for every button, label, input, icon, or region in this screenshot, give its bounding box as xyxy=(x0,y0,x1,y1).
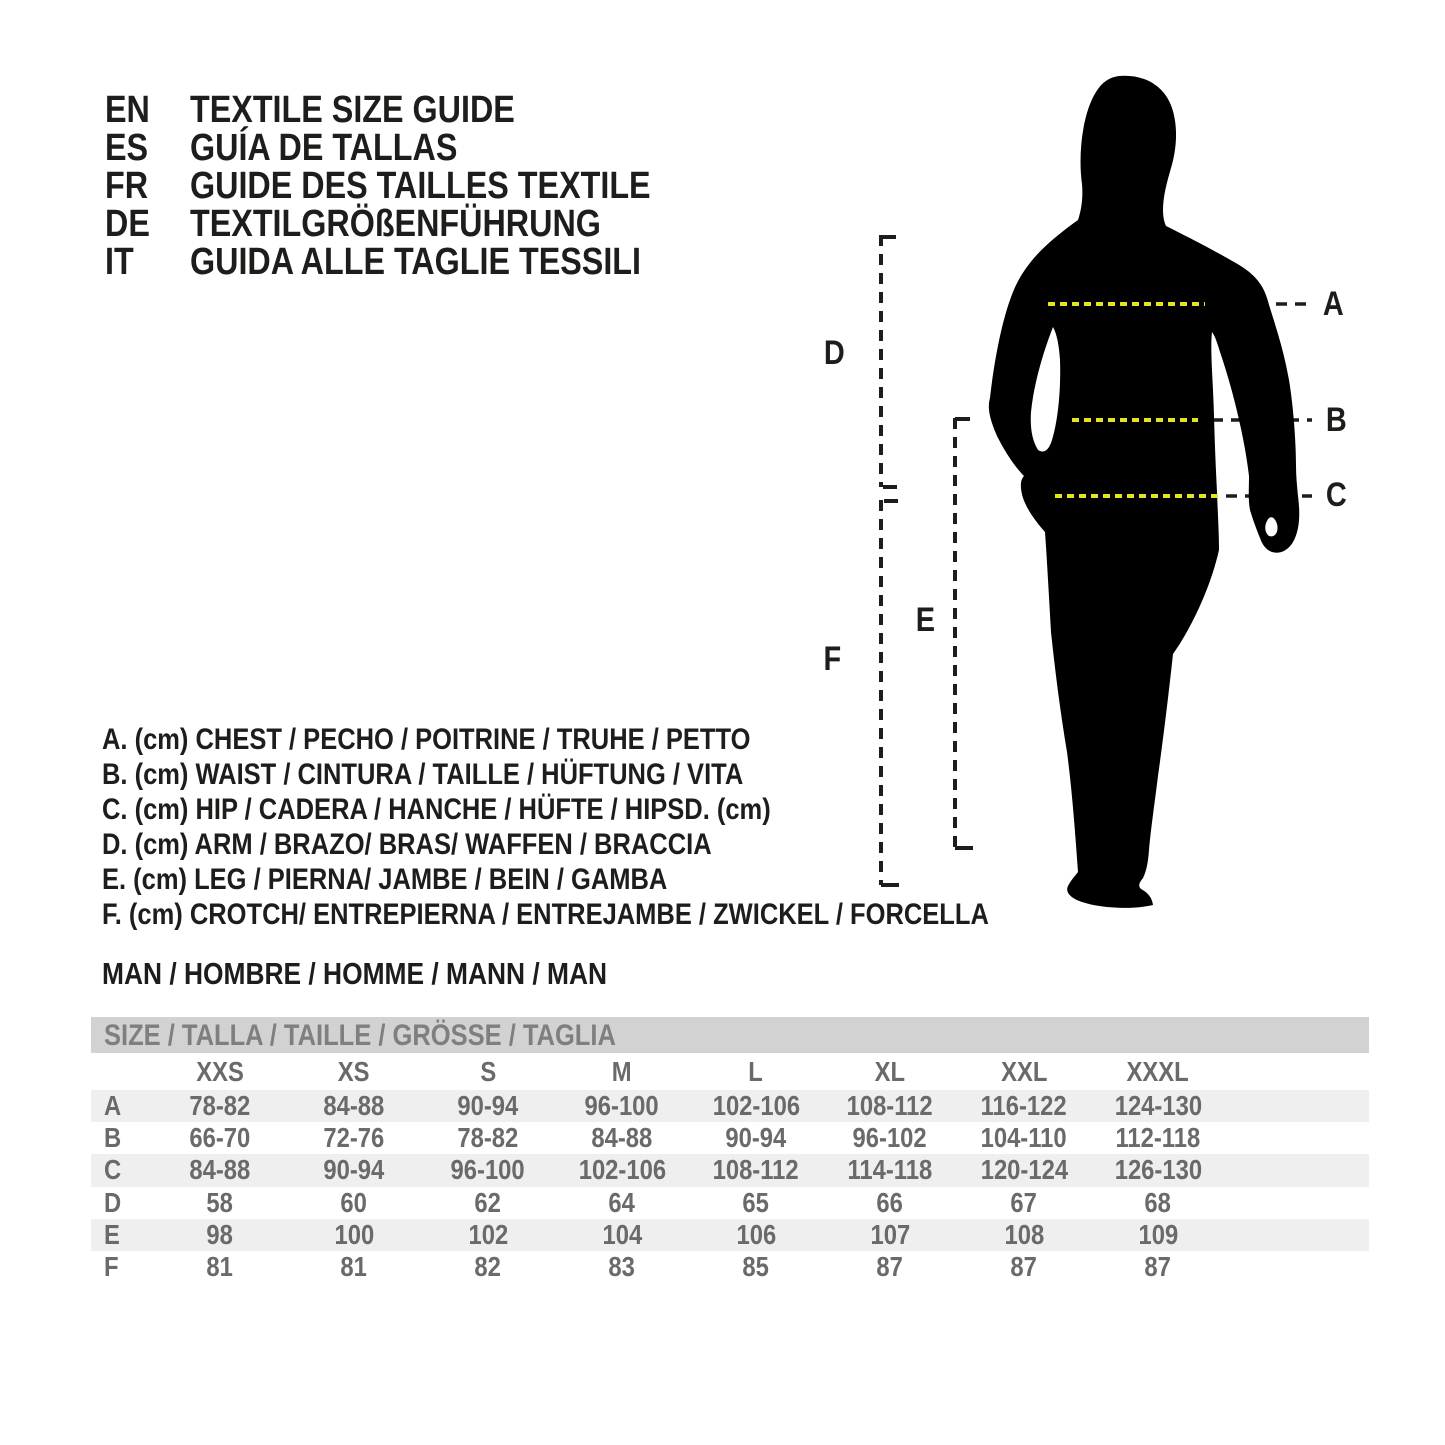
cell: 90-94 xyxy=(725,1122,787,1154)
size-col-xs: XS xyxy=(338,1055,370,1087)
size-table xyxy=(91,1017,1369,1283)
size-col-s: S xyxy=(480,1055,496,1087)
cell: 78-82 xyxy=(457,1122,519,1154)
language-code: DE xyxy=(105,203,150,245)
guide-title: GUÍA DE TALLAS xyxy=(190,127,458,169)
gender-line: MAN / HOMBRE / HOMME / MANN / MAN xyxy=(102,956,608,991)
cell: 120-124 xyxy=(980,1154,1068,1186)
measurement-legend xyxy=(102,722,1145,932)
legend-chest: A. (cm) CHEST / PECHO / POITRINE / TRUHE / PETTO xyxy=(102,723,751,756)
row-label: F xyxy=(104,1251,119,1283)
legend-hip: C. (cm) HIP / CADERA / HANCHE / HÜFTE / HIPSD. (cm) xyxy=(102,793,771,826)
cell: 66 xyxy=(876,1186,904,1218)
cell: 62 xyxy=(474,1186,502,1218)
size-col-m: M xyxy=(612,1055,632,1087)
label-hip-C: C xyxy=(1325,476,1347,514)
cell: 102-106 xyxy=(578,1154,666,1186)
cell: 100 xyxy=(334,1218,374,1250)
cell: 87 xyxy=(1010,1251,1038,1283)
cell: 106 xyxy=(736,1218,776,1250)
cell: 108 xyxy=(1004,1218,1044,1250)
cell: 81 xyxy=(340,1251,368,1283)
cell: 108-112 xyxy=(846,1090,934,1122)
guide-title: GUIDE DES TAILLES TEXTILE xyxy=(190,165,651,207)
size-col-xxs: XXS xyxy=(196,1055,244,1087)
cell: 84-88 xyxy=(189,1154,251,1186)
row-label: A xyxy=(104,1090,122,1122)
cell: 78-82 xyxy=(189,1090,251,1122)
cell: 84-88 xyxy=(323,1090,385,1122)
language-code: EN xyxy=(105,89,150,131)
cell: 102-106 xyxy=(712,1090,800,1122)
table-header-bar xyxy=(91,1017,1369,1053)
cell: 90-94 xyxy=(323,1154,385,1186)
cell: 104 xyxy=(602,1218,642,1250)
label-leg-E: E xyxy=(915,601,935,639)
cell: 104-110 xyxy=(980,1122,1068,1154)
cell: 58 xyxy=(206,1186,234,1218)
legend-crotch: F. (cm) CROTCH/ ENTREPIERNA / ENTREJAMBE / ZWICKEL / FORCELLA xyxy=(102,898,989,931)
legend-arm: D. (cm) ARM / BRAZO/ BRAS/ WAFFEN / BRACCIA xyxy=(102,828,712,861)
guide-title: TEXTILE SIZE GUIDE xyxy=(190,89,515,131)
cell: 96-100 xyxy=(584,1090,660,1122)
cell: 98 xyxy=(206,1218,234,1250)
cell: 65 xyxy=(742,1186,770,1218)
cell: 96-100 xyxy=(450,1154,526,1186)
cell: 87 xyxy=(876,1251,904,1283)
row-label: C xyxy=(104,1154,122,1186)
language-code: FR xyxy=(105,165,149,207)
legend-leg: E. (cm) LEG / PIERNA/ JAMBE / BEIN / GAMBA xyxy=(102,863,668,896)
table-row-C xyxy=(91,1154,1369,1186)
size-col-xl: XL xyxy=(874,1055,906,1087)
table-row-D xyxy=(91,1187,1369,1219)
cell: 116-122 xyxy=(980,1090,1068,1122)
cell: 112-118 xyxy=(1115,1122,1201,1154)
table-row-F xyxy=(91,1251,1369,1283)
cell: 109 xyxy=(1138,1218,1178,1250)
cell: 81 xyxy=(206,1251,234,1283)
table-row-E xyxy=(91,1219,1369,1251)
cell: 64 xyxy=(608,1186,636,1218)
guide-title: GUIDA ALLE TAGLIE TESSILI xyxy=(190,241,642,283)
row-label: B xyxy=(104,1122,122,1154)
cell: 83 xyxy=(608,1251,636,1283)
size-col-xxl: XXL xyxy=(1000,1055,1048,1087)
label-chest-A: A xyxy=(1322,285,1344,323)
cell: 108-112 xyxy=(712,1154,800,1186)
size-header-row xyxy=(91,1053,1369,1090)
guide-title: TEXTILGRÖßENFÜHRUNG xyxy=(190,203,601,245)
table-row-A xyxy=(91,1090,1369,1122)
cell: 96-102 xyxy=(852,1122,928,1154)
language-code: ES xyxy=(105,127,149,169)
cell: 124-130 xyxy=(1114,1090,1202,1122)
table-row-B xyxy=(91,1122,1369,1154)
cell: 72-76 xyxy=(323,1122,385,1154)
cell: 87 xyxy=(1144,1251,1172,1283)
cell: 107 xyxy=(870,1218,910,1250)
cell: 67 xyxy=(1010,1186,1038,1218)
cell: 68 xyxy=(1144,1186,1172,1218)
legend-waist: B. (cm) WAIST / CINTURA / TAILLE / HÜFTUNG / VITA xyxy=(102,758,744,791)
cell: 60 xyxy=(340,1186,368,1218)
label-arm-D: D xyxy=(823,334,845,372)
cell: 82 xyxy=(474,1251,502,1283)
cell: 126-130 xyxy=(1114,1154,1202,1186)
cell: 66-70 xyxy=(189,1122,251,1154)
cell: 84-88 xyxy=(591,1122,653,1154)
label-crotch-F: F xyxy=(823,640,842,678)
cell: 90-94 xyxy=(457,1090,519,1122)
cell: 114-118 xyxy=(847,1154,933,1186)
size-col-xxxl: XXXL xyxy=(1126,1055,1190,1087)
label-waist-B: B xyxy=(1325,401,1347,439)
row-label: D xyxy=(104,1186,122,1218)
size-col-l: L xyxy=(748,1055,764,1087)
row-label: E xyxy=(104,1218,120,1250)
table-header-title: SIZE / TALLA / TAILLE / GRÖSSE / TAGLIA xyxy=(104,1019,616,1052)
language-code: IT xyxy=(105,241,134,283)
cell: 102 xyxy=(468,1218,508,1250)
cell: 85 xyxy=(742,1251,770,1283)
